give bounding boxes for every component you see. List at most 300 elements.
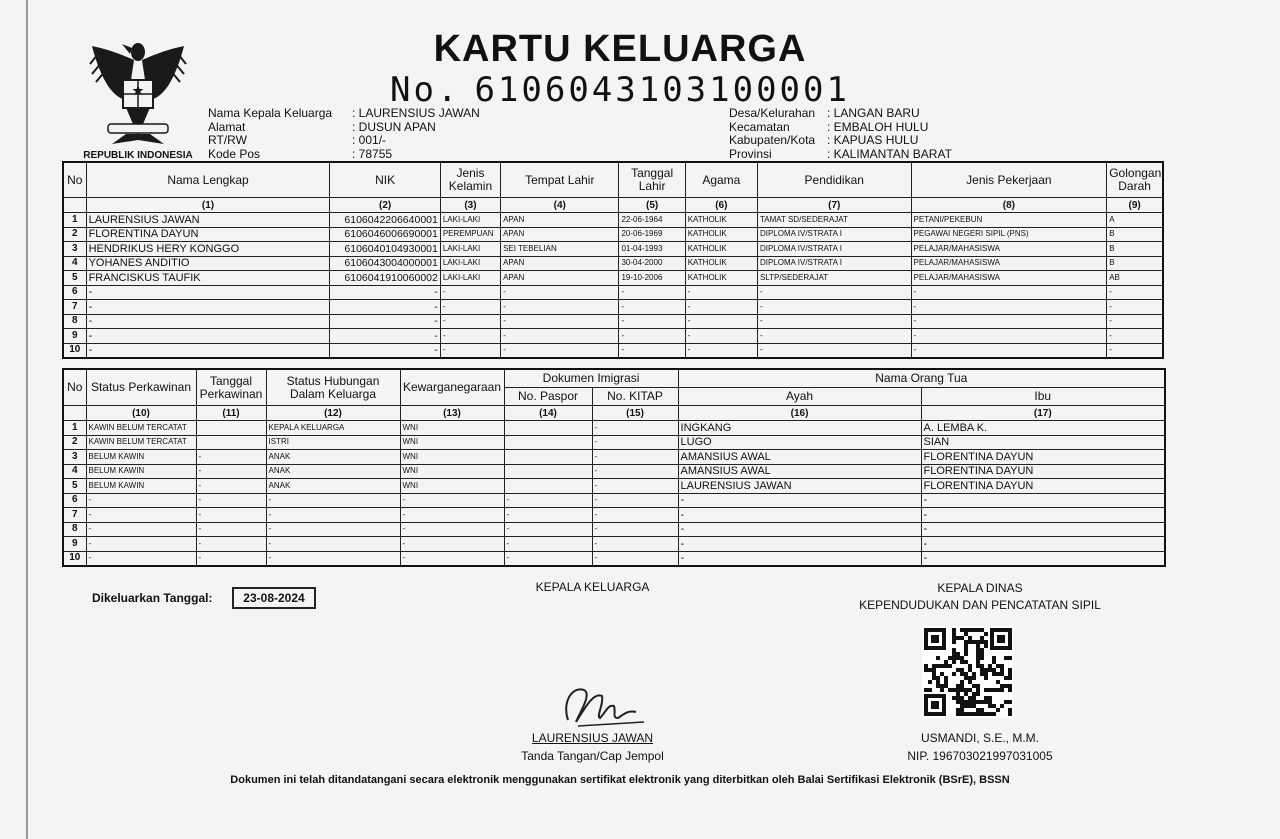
col-index: (2) xyxy=(330,198,440,213)
col-index: (10) xyxy=(86,406,196,421)
table-cell: - xyxy=(501,285,619,300)
members-header-row xyxy=(63,162,1163,198)
header-row xyxy=(208,148,480,162)
col-index: (6) xyxy=(685,198,757,213)
table-cell: 4 xyxy=(63,256,86,271)
table-cell: - xyxy=(86,329,330,344)
table-cell: AB xyxy=(1107,271,1163,286)
issued-label: Dikeluarkan Tanggal: xyxy=(92,591,213,605)
col-header: Tanggal Lahir xyxy=(619,162,685,198)
col-header-ibu: Ibu xyxy=(921,388,1165,406)
table-cell: - xyxy=(266,493,400,508)
table-cell: - xyxy=(592,464,678,479)
table-cell: 6106046006690001 xyxy=(330,227,440,242)
col-index: (3) xyxy=(440,198,500,213)
col-header: Jenis Pekerjaan xyxy=(911,162,1107,198)
table-cell: - xyxy=(1107,343,1163,358)
header-row xyxy=(208,107,480,121)
header-key: Kecamatan xyxy=(729,119,790,134)
table-row xyxy=(63,242,1163,257)
table-cell: 9 xyxy=(63,537,86,552)
table-cell: - xyxy=(86,537,196,552)
table-cell: - xyxy=(86,551,196,566)
members-table xyxy=(62,161,1164,359)
header-row xyxy=(729,121,952,135)
table-cell: - xyxy=(440,285,500,300)
table-cell: - xyxy=(504,493,592,508)
table-row xyxy=(63,450,1165,465)
table-cell: B xyxy=(1107,227,1163,242)
table-cell: BELUM KAWIN xyxy=(86,450,196,465)
table-cell: WNI xyxy=(400,435,504,450)
table-cell: - xyxy=(504,522,592,537)
issued-date: 23-08-2024 xyxy=(232,587,316,609)
table-cell: 7 xyxy=(63,508,86,523)
kepala-dinas-nip: NIP. 196703021997031005 xyxy=(907,749,1053,763)
status-body xyxy=(63,421,1165,567)
col-header-nama-orang-tua: Nama Orang Tua xyxy=(678,369,1165,388)
header-value: : LAURENSIUS JAWAN xyxy=(352,106,480,120)
col-header: Golongan Darah xyxy=(1107,162,1163,198)
document-number xyxy=(0,70,1240,110)
table-cell: - xyxy=(1107,329,1163,344)
table-cell: - xyxy=(501,343,619,358)
table-cell: 19-10-2006 xyxy=(619,271,685,286)
table-cell: 2 xyxy=(63,435,86,450)
table-cell: - xyxy=(685,343,757,358)
table-cell: 6106040104930001 xyxy=(330,242,440,257)
header-value: : LANGAN BARU xyxy=(827,106,920,120)
header-key: RT/RW xyxy=(208,133,247,147)
table-cell: - xyxy=(266,508,400,523)
kepala-dinas-title-line2: KEPENDUDUKAN DAN PENCATATAN SIPIL xyxy=(859,598,1101,612)
table-cell: - xyxy=(330,285,440,300)
header-row xyxy=(729,107,952,121)
table-cell: LAKI-LAKI xyxy=(440,271,500,286)
table-cell: 6106042206640001 xyxy=(330,213,440,228)
table-cell: PELAJAR/MAHASISWA xyxy=(911,256,1107,271)
signature-icon xyxy=(558,682,648,732)
table-cell: - xyxy=(921,508,1165,523)
header-key: Alamat xyxy=(208,119,246,134)
table-cell: APAN xyxy=(501,256,619,271)
table-cell: A. LEMBA K. xyxy=(921,421,1165,436)
table-row xyxy=(63,537,1165,552)
table-cell xyxy=(504,479,592,494)
table-cell: - xyxy=(685,329,757,344)
header-key: Kode Pos xyxy=(208,146,261,161)
table-cell: - xyxy=(592,551,678,566)
table-cell: - xyxy=(196,508,266,523)
table-cell xyxy=(504,435,592,450)
col-index: (8) xyxy=(911,198,1107,213)
col-index: (7) xyxy=(757,198,911,213)
table-cell: - xyxy=(619,314,685,329)
table-cell: KATHOLIK xyxy=(685,271,757,286)
document-number-value: 6106043103100001 xyxy=(474,70,850,110)
footer-note: Dokumen ini telah ditandatangani secara elektronik menggunakan sertifikat elektronik yang diterbitkan oleh Balai Sertifikasi Elektronik (BSrE), BSSN xyxy=(230,774,1010,786)
table-cell: LAURENSIUS JAWAN xyxy=(678,479,921,494)
document-title: KARTU KELUARGA xyxy=(433,28,807,70)
table-cell: ANAK xyxy=(266,464,400,479)
table-cell: - xyxy=(592,435,678,450)
header-row xyxy=(208,134,480,148)
table-cell: KATHOLIK xyxy=(685,227,757,242)
table-cell: LAKI-LAKI xyxy=(440,213,500,228)
col-header-no-paspor: No. Paspor xyxy=(504,388,592,406)
table-cell: DIPLOMA IV/STRATA I xyxy=(757,256,911,271)
table-row xyxy=(63,464,1165,479)
table-cell: - xyxy=(678,508,921,523)
table-cell: PEREMPUAN xyxy=(440,227,500,242)
table-cell: 6106041910060002 xyxy=(330,271,440,286)
table-cell: - xyxy=(266,522,400,537)
table-cell: - xyxy=(921,537,1165,552)
table-cell: - xyxy=(685,314,757,329)
table-cell: - xyxy=(86,314,330,329)
col-header-kewarganegaraan: Kewarganegaraan xyxy=(400,369,504,406)
header-key: Desa/Kelurahan xyxy=(729,106,816,120)
header-value: : 001/- xyxy=(352,133,387,147)
col-header-ayah: Ayah xyxy=(678,388,921,406)
table-row xyxy=(63,285,1163,300)
table-cell: - xyxy=(757,329,911,344)
header-value: : KAPUAS HULU xyxy=(827,133,919,147)
table-cell: - xyxy=(504,551,592,566)
table-cell: 7 xyxy=(63,300,86,315)
table-cell: A xyxy=(1107,213,1163,228)
col-index: (1) xyxy=(86,198,330,213)
table-cell: 6 xyxy=(63,285,86,300)
table-cell: - xyxy=(440,329,500,344)
table-cell: - xyxy=(592,537,678,552)
table-cell: 6 xyxy=(63,493,86,508)
table-cell: - xyxy=(330,329,440,344)
table-cell: - xyxy=(501,300,619,315)
table-cell xyxy=(196,435,266,450)
status-index-row xyxy=(63,406,1165,421)
col-header: NIK xyxy=(330,162,440,198)
table-cell: KATHOLIK xyxy=(685,213,757,228)
table-cell: - xyxy=(440,343,500,358)
table-cell: PETANI/PEKEBUN xyxy=(911,213,1107,228)
col-index: (16) xyxy=(678,406,921,421)
table-row xyxy=(63,508,1165,523)
col-index: (11) xyxy=(196,406,266,421)
table-cell: - xyxy=(757,314,911,329)
table-cell: - xyxy=(1107,285,1163,300)
header-value: : KALIMANTAN BARAT xyxy=(827,146,952,161)
col-header: No xyxy=(63,162,86,198)
table-cell: FLORENTINA DAYUN xyxy=(921,464,1165,479)
status-table xyxy=(62,368,1166,567)
table-cell: 1 xyxy=(63,213,86,228)
table-cell: - xyxy=(678,522,921,537)
table-cell: PELAJAR/MAHASISWA xyxy=(911,242,1107,257)
col-index: (5) xyxy=(619,198,685,213)
table-cell: BELUM KAWIN xyxy=(86,464,196,479)
qr-code-icon xyxy=(922,626,1014,718)
table-cell: APAN xyxy=(501,213,619,228)
table-cell: DIPLOMA IV/STRATA I xyxy=(757,227,911,242)
col-header: Jenis Kelamin xyxy=(440,162,500,198)
table-cell: 5 xyxy=(63,271,86,286)
kepala-dinas-name: USMANDI, S.E., M.M. xyxy=(920,731,1039,745)
table-cell: 9 xyxy=(63,329,86,344)
table-cell xyxy=(504,464,592,479)
table-cell: - xyxy=(911,285,1107,300)
table-cell: 01-04-1993 xyxy=(619,242,685,257)
table-cell: - xyxy=(86,508,196,523)
header-left xyxy=(208,107,480,161)
col-header-no: No xyxy=(63,369,86,406)
table-cell: - xyxy=(86,493,196,508)
table-cell: - xyxy=(678,493,921,508)
table-cell: - xyxy=(1107,314,1163,329)
kepala-dinas-title-line1: KEPALA DINAS xyxy=(937,581,1023,595)
table-cell: - xyxy=(619,329,685,344)
table-cell: - xyxy=(685,300,757,315)
table-cell: KATHOLIK xyxy=(685,242,757,257)
table-cell: - xyxy=(619,285,685,300)
table-cell: - xyxy=(400,551,504,566)
table-cell: ANAK xyxy=(266,450,400,465)
table-cell: 8 xyxy=(63,522,86,537)
table-cell: PEGAWAI NEGERI SIPIL (PNS) xyxy=(911,227,1107,242)
table-row xyxy=(63,227,1163,242)
table-cell: - xyxy=(196,479,266,494)
col-index: (9) xyxy=(1107,198,1163,213)
table-cell: BELUM KAWIN xyxy=(86,479,196,494)
col-header-status-perkawinan: Status Perkawinan xyxy=(86,369,196,406)
table-cell: AMANSIUS AWAL xyxy=(678,464,921,479)
table-cell: - xyxy=(501,314,619,329)
table-cell: SEI TEBELIAN xyxy=(501,242,619,257)
header-value: : 78755 xyxy=(352,146,393,161)
table-cell: KAWIN BELUM TERCATAT xyxy=(86,421,196,436)
table-cell: - xyxy=(592,450,678,465)
table-row xyxy=(63,343,1163,358)
header-key: Kabupaten/Kota xyxy=(729,133,816,147)
col-index: (14) xyxy=(504,406,592,421)
table-cell: - xyxy=(592,421,678,436)
kepala-keluarga-title: KEPALA KELUARGA xyxy=(535,580,650,594)
table-cell: 4 xyxy=(63,464,86,479)
table-cell: HENDRIKUS HERY KONGGO xyxy=(86,242,330,257)
table-cell: - xyxy=(592,493,678,508)
table-cell: 30-04-2000 xyxy=(619,256,685,271)
table-cell: 3 xyxy=(63,242,86,257)
table-cell: WNI xyxy=(400,421,504,436)
table-cell: LAKI-LAKI xyxy=(440,242,500,257)
table-cell: - xyxy=(501,329,619,344)
table-cell: FLORENTINA DAYUN xyxy=(921,479,1165,494)
table-row xyxy=(63,329,1163,344)
col-header: Nama Lengkap xyxy=(86,162,330,198)
table-cell: - xyxy=(619,300,685,315)
table-cell: - xyxy=(921,551,1165,566)
table-cell: - xyxy=(266,537,400,552)
table-cell: PELAJAR/MAHASISWA xyxy=(911,271,1107,286)
table-cell: - xyxy=(911,300,1107,315)
table-cell: 2 xyxy=(63,227,86,242)
table-row xyxy=(63,522,1165,537)
col-header: Agama xyxy=(685,162,757,198)
col-index: (15) xyxy=(592,406,678,421)
header-key: Provinsi xyxy=(729,146,772,161)
table-cell xyxy=(196,421,266,436)
table-cell: - xyxy=(330,314,440,329)
col-header-status-hubungan: Status Hubungan Dalam Keluarga xyxy=(266,369,400,406)
header-value: : EMBALOH HULU xyxy=(827,119,929,134)
table-cell: - xyxy=(86,285,330,300)
table-cell: - xyxy=(440,314,500,329)
table-row xyxy=(63,551,1165,566)
table-row xyxy=(63,493,1165,508)
table-row xyxy=(63,479,1165,494)
table-cell: B xyxy=(1107,256,1163,271)
table-cell: WNI xyxy=(400,464,504,479)
table-cell: 1 xyxy=(63,421,86,436)
col-header: Pendidikan xyxy=(757,162,911,198)
table-row xyxy=(63,314,1163,329)
table-cell: - xyxy=(619,343,685,358)
table-cell: - xyxy=(678,551,921,566)
table-cell: KATHOLIK xyxy=(685,256,757,271)
table-cell: DIPLOMA IV/STRATA I xyxy=(757,242,911,257)
table-cell: - xyxy=(196,493,266,508)
table-cell: - xyxy=(504,508,592,523)
table-cell: - xyxy=(196,450,266,465)
scan-edge xyxy=(26,0,28,839)
table-cell: LAURENSIUS JAWAN xyxy=(86,213,330,228)
table-cell: - xyxy=(757,300,911,315)
table-row xyxy=(63,256,1163,271)
table-cell: 5 xyxy=(63,479,86,494)
table-cell: - xyxy=(911,314,1107,329)
table-cell: - xyxy=(196,551,266,566)
table-cell xyxy=(504,421,592,436)
table-cell: - xyxy=(911,343,1107,358)
table-cell: WNI xyxy=(400,450,504,465)
emblem-caption: REPUBLIK INDONESIA xyxy=(83,150,193,161)
col-header-no-kitap: No. KITAP xyxy=(592,388,678,406)
table-cell: - xyxy=(400,537,504,552)
kepala-dinas-title xyxy=(800,580,1160,614)
col-index xyxy=(63,406,86,421)
table-cell: 20-06-1969 xyxy=(619,227,685,242)
table-cell: - xyxy=(400,522,504,537)
table-cell: WNI xyxy=(400,479,504,494)
table-cell: - xyxy=(921,493,1165,508)
table-cell: - xyxy=(196,464,266,479)
table-cell: - xyxy=(504,537,592,552)
table-cell: - xyxy=(86,522,196,537)
table-cell: 10 xyxy=(63,551,86,566)
header-right xyxy=(729,107,952,161)
table-cell: SLTP/SEDERAJAT xyxy=(757,271,911,286)
table-cell: - xyxy=(196,522,266,537)
table-cell: - xyxy=(86,343,330,358)
table-cell: APAN xyxy=(501,227,619,242)
table-row xyxy=(63,421,1165,436)
header-key: Nama Kepala Keluarga xyxy=(208,106,333,120)
table-cell: 3 xyxy=(63,450,86,465)
table-cell: KEPALA KELUARGA xyxy=(266,421,400,436)
table-cell: - xyxy=(86,300,330,315)
table-cell: 10 xyxy=(63,343,86,358)
table-cell: INGKANG xyxy=(678,421,921,436)
table-cell: 22-06-1964 xyxy=(619,213,685,228)
col-index xyxy=(63,198,86,213)
table-cell: ISTRI xyxy=(266,435,400,450)
table-cell: KAWIN BELUM TERCATAT xyxy=(86,435,196,450)
kepala-keluarga-name: LAURENSIUS JAWAN xyxy=(531,731,654,745)
table-cell: 8 xyxy=(63,314,86,329)
table-cell: 6106043004000001 xyxy=(330,256,440,271)
table-cell: - xyxy=(400,493,504,508)
table-cell: - xyxy=(592,508,678,523)
table-cell: B xyxy=(1107,242,1163,257)
table-cell: - xyxy=(330,343,440,358)
table-cell: - xyxy=(592,522,678,537)
col-index: (4) xyxy=(501,198,619,213)
col-index: (13) xyxy=(400,406,504,421)
table-cell: YOHANES ANDITIO xyxy=(86,256,330,271)
table-cell: - xyxy=(592,479,678,494)
table-row xyxy=(63,213,1163,228)
table-cell: - xyxy=(1107,300,1163,315)
table-cell: - xyxy=(757,285,911,300)
table-cell: - xyxy=(400,508,504,523)
col-header: Tempat Lahir xyxy=(501,162,619,198)
table-cell: - xyxy=(196,537,266,552)
table-cell: LUGO xyxy=(678,435,921,450)
table-cell: TAMAT SD/SEDERAJAT xyxy=(757,213,911,228)
members-body xyxy=(63,213,1163,359)
document-number-label: No. xyxy=(390,70,461,110)
table-row xyxy=(63,271,1163,286)
table-cell: - xyxy=(921,522,1165,537)
col-index: (17) xyxy=(921,406,1165,421)
table-cell: - xyxy=(266,551,400,566)
table-cell: ANAK xyxy=(266,479,400,494)
table-cell: - xyxy=(330,300,440,315)
col-header-dokumen-imigrasi: Dokumen Imigrasi xyxy=(504,369,678,388)
table-cell xyxy=(504,450,592,465)
table-cell: - xyxy=(911,329,1107,344)
members-index-row xyxy=(63,198,1163,213)
table-row xyxy=(63,435,1165,450)
col-header-tanggal-perkawinan: Tanggal Perkawinan xyxy=(196,369,266,406)
table-cell: SIAN xyxy=(921,435,1165,450)
header-row xyxy=(208,121,480,135)
kepala-keluarga-caption: Tanda Tangan/Cap Jempol xyxy=(521,749,664,763)
table-cell: - xyxy=(757,343,911,358)
header-row xyxy=(729,134,952,148)
header-row xyxy=(729,148,952,162)
table-cell: FRANCISKUS TAUFIK xyxy=(86,271,330,286)
col-index: (12) xyxy=(266,406,400,421)
table-cell: - xyxy=(685,285,757,300)
header-value: : DUSUN APAN xyxy=(352,119,436,134)
table-cell: - xyxy=(440,300,500,315)
table-cell: FLORENTINA DAYUN xyxy=(86,227,330,242)
table-cell: - xyxy=(678,537,921,552)
status-header-row-1 xyxy=(63,369,1165,388)
table-row xyxy=(63,300,1163,315)
table-cell: LAKI-LAKI xyxy=(440,256,500,271)
